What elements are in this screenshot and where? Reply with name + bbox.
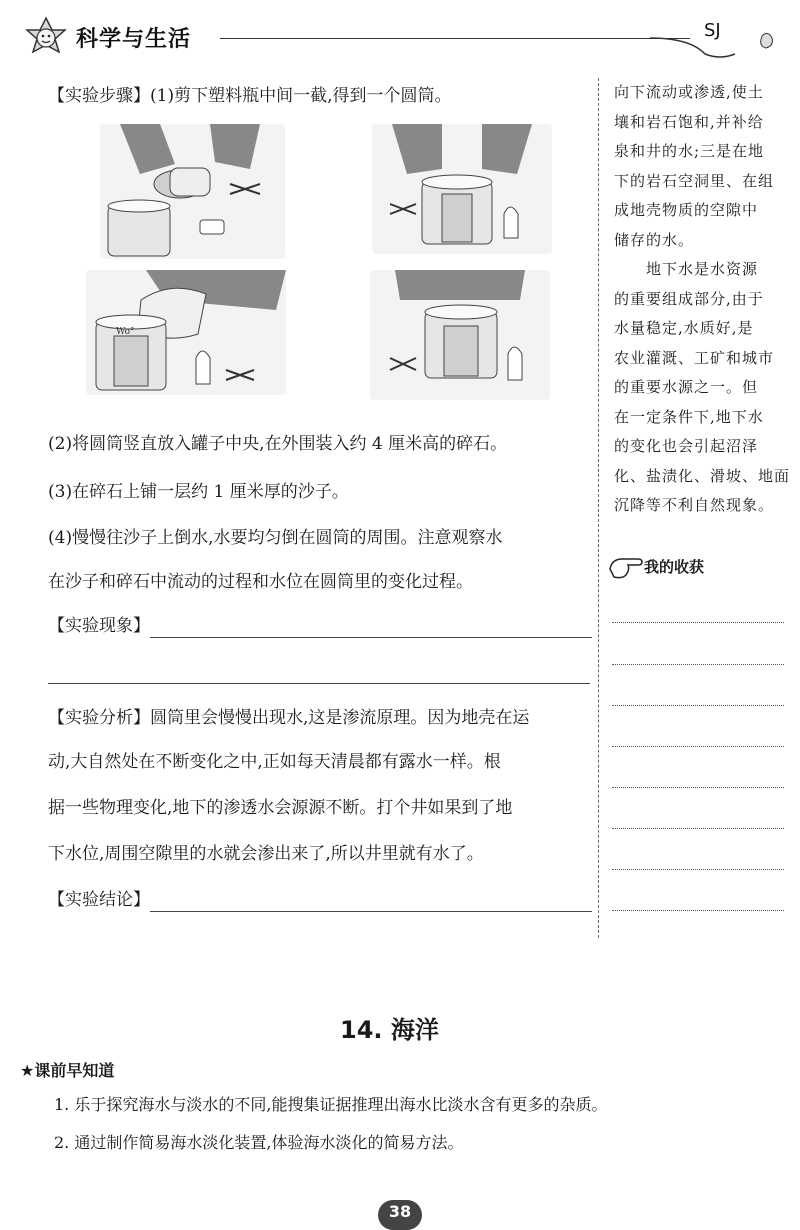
sidebar-line: 的重要水源之一。但 <box>614 378 759 396</box>
harvest-line[interactable] <box>612 622 784 623</box>
goal-item: 1. 乐于探究海水与淡水的不同,能搜集证据推理出海水比淡水含有更多的杂质。 <box>54 1095 608 1114</box>
sidebar-line: 向下流动或渗透,使土 <box>614 83 764 101</box>
step-4-line-1: (4)慢慢往沙子上倒水,水要均匀倒在圆筒的周围。注意观察水 <box>48 528 503 548</box>
analysis-line-1: 【实验分析】圆筒里会慢慢出现水,这是渗流原理。因为地壳在运 <box>48 708 530 728</box>
sidebar-line: 下的岩石空洞里、在组 <box>614 171 775 190</box>
sidebar-line: 成地壳物质的空隙中 <box>614 201 759 219</box>
conclusion-answer-line[interactable] <box>150 891 592 912</box>
step-3: (3)在碎石上铺一层约 1 厘米厚的沙子。 <box>48 482 349 502</box>
sidebar-line: 农业灌溉、工矿和城市 <box>614 348 775 367</box>
harvest-title: 我的收获 <box>644 558 705 576</box>
analysis-line-2: 动,大自然处在不断变化之中,正如每天清晨都有露水一样。根 <box>48 752 501 772</box>
sidebar-line: 沉降等不利自然现象。 <box>614 496 775 514</box>
page-number: 38 <box>378 1200 422 1230</box>
step-2: (2)将圆筒竖直放入罐子中央,在外围装入约 4 厘米高的碎石。 <box>48 434 508 454</box>
phenomenon-answer-line-2[interactable] <box>48 683 590 684</box>
harvest-line[interactable] <box>612 664 784 665</box>
header-title: 科学与生活 <box>76 27 192 52</box>
step-1-text: (1)剪下塑料瓶中间一截,得到一个圆筒。 <box>150 86 452 106</box>
sidebar-line: 水量稳定,水质好,是 <box>614 319 754 337</box>
harvest-line[interactable] <box>612 869 784 870</box>
harvest-line[interactable] <box>612 705 784 706</box>
steps-label: 【实验步骤】 <box>48 86 150 106</box>
sidebar-line: 地下水是水资源 <box>614 260 759 278</box>
harvest-line[interactable] <box>612 787 784 788</box>
illustration-observe-water <box>370 270 550 400</box>
illustration-pour-water <box>86 270 286 395</box>
header-badge: SJ <box>704 20 721 41</box>
sidebar-line: 泉和井的水;三是在地 <box>614 142 765 160</box>
harvest-line[interactable] <box>612 746 784 747</box>
sidebar-line: 化、盐渍化、滑坡、地面 <box>614 466 791 485</box>
jar-label: Wo° <box>116 327 135 337</box>
phenomenon-answer-line[interactable] <box>150 617 592 638</box>
header-rule <box>220 38 690 39</box>
illustration-cut-bottle <box>100 124 285 259</box>
goal-item: 2. 通过制作简易海水淡化装置,体验海水淡化的简易方法。 <box>54 1133 464 1152</box>
harvest-line[interactable] <box>612 828 784 829</box>
sidebar-line: 的变化也会引起沼泽 <box>614 437 759 455</box>
column-divider <box>598 78 599 938</box>
section-title: 14. 海洋 <box>340 1016 439 1044</box>
prelesson-title: ★课前早知道 <box>20 1061 115 1080</box>
sidebar-line: 在一定条件下,地下水 <box>614 407 764 426</box>
phenomenon-row <box>48 614 592 638</box>
step-4-line-2: 在沙子和碎石中流动的过程和水位在圆筒里的变化过程。 <box>48 572 473 592</box>
conclusion-label: 【实验结论】 <box>48 890 150 910</box>
conclusion-row <box>48 888 592 912</box>
phenomenon-label: 【实验现象】 <box>48 616 150 636</box>
sidebar-line: 储存的水。 <box>614 230 695 249</box>
analysis-line-3: 据一些物理变化,地下的渗透水会源源不断。打个井如果到了地 <box>48 798 513 818</box>
sidebar-line: 的重要组成部分,由于 <box>614 289 764 308</box>
harvest-line[interactable] <box>612 910 784 911</box>
analysis-line-4: 下水位,周围空隙里的水就会渗出来了,所以井里就有水了。 <box>48 844 484 864</box>
illustration-place-cylinder <box>372 124 552 254</box>
sidebar-line: 壤和岩石饱和,并补给 <box>614 112 764 131</box>
pointing-hand-icon <box>608 555 644 581</box>
step-1 <box>48 84 451 108</box>
